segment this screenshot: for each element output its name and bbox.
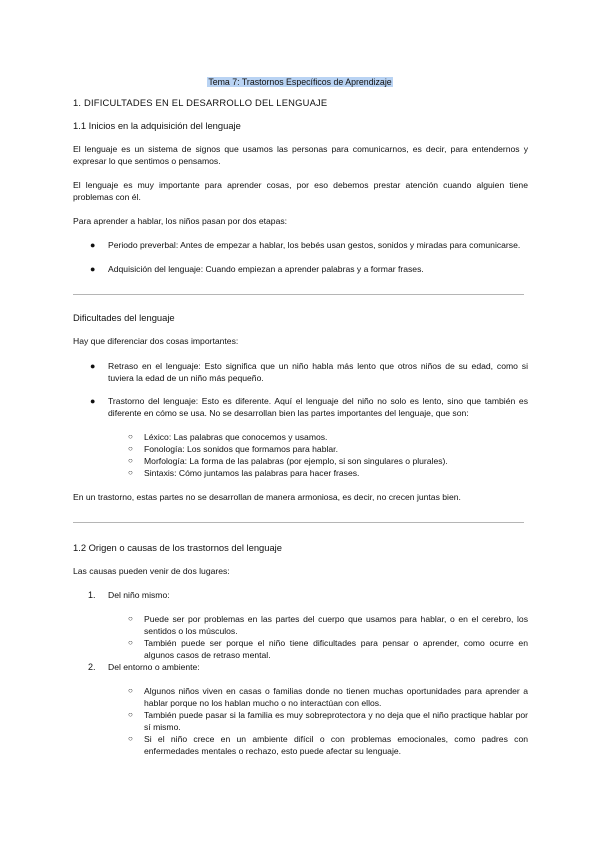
- sub-item-morfologia: Morfología: La forma de las palabras (por ejemplo, si son singulares o plurales).: [144, 456, 448, 466]
- horizontal-divider: [73, 294, 524, 295]
- paragraph-lenguaje-definicion: El lenguaje es un sistema de signos que usamos las personas para comunicarnos, es decir, para entendernos y expresar lo que sentimos o pensamos.: [73, 144, 528, 166]
- bullet-icon: ●: [90, 240, 96, 250]
- circle-bullet-icon: ○: [128, 710, 133, 719]
- sub-item-sobreproteccion: También puede pasar si la familia es muy sobreprotectora y no deja que el niño practique hablar por sí mismo.: [144, 710, 528, 732]
- list-item-periodo-preverbal: Periodo preverbal: Antes de empezar a hablar, los bebés usan gestos, sonidos y miradas para comunicarse.: [108, 240, 521, 250]
- sub-item-pocas-oportunidades: Algunos niños viven en casas o familias donde no tienen muchas oportunidades para aprender a hablar porque no los hablan mucho o no interactúan con ellos.: [144, 686, 528, 708]
- subsection-heading-1-1: 1.1 Inicios en la adquisición del lenguaje: [73, 120, 241, 131]
- list-item-adquisicion: Adquisición del lenguaje: Cuando empiezan a aprender palabras y a formar frases.: [108, 264, 424, 274]
- sub-item-fonologia: Fonología: Los sonidos que formamos para hablar.: [144, 444, 338, 454]
- circle-bullet-icon: ○: [128, 638, 133, 647]
- circle-bullet-icon: ○: [128, 432, 133, 441]
- sub-item-ambiente-dificil: Si el niño crece en un ambiente difícil o con problemas emocionales, como padres con enfermedades mentales o rechazo, esto puede afectar su lenguaje.: [144, 734, 528, 756]
- paragraph-etapas-intro: Para aprender a hablar, los niños pasan por dos etapas:: [73, 216, 288, 226]
- sub-item-lexico: Léxico: Las palabras que conocemos y usamos.: [144, 432, 328, 442]
- paragraph-trastorno-armonia: En un trastorno, estas partes no se desarrollan de manera armoniosa, es decir, no crecen juntas bien.: [73, 492, 461, 502]
- horizontal-divider: [73, 522, 524, 523]
- list-item-trastorno: Trastorno del lenguaje: Esto es diferente. Aquí el lenguaje del niño no solo es lento, sino que también es diferente en cómo se usa. No se desarrollan bien las partes importantes del lenguaje, que son:: [108, 396, 528, 418]
- list-item-retraso: Retraso en el lenguaje: Esto significa que un niño habla más lento que otros niños de su edad, como si tuviera la edad de un niño más pequeño.: [108, 361, 528, 383]
- subsection-heading-1-2: 1.2 Origen o causas de los trastornos del lenguaje: [73, 542, 282, 553]
- circle-bullet-icon: ○: [128, 468, 133, 477]
- section-heading-1: 1. DIFICULTADES EN EL DESARROLLO DEL LENGUAJE: [73, 97, 328, 108]
- bullet-icon: ●: [90, 361, 96, 371]
- sub-item-dificultades-pensar: También puede ser porque el niño tiene dificultades para pensar o aprender, como ocurre en algunos casos de retraso mental.: [144, 638, 528, 660]
- circle-bullet-icon: ○: [128, 614, 133, 623]
- circle-bullet-icon: ○: [128, 734, 133, 743]
- paragraph-lenguaje-importancia: El lenguaje es muy importante para aprender cosas, por eso debemos prestar atención cuando alguien tiene problemas con él.: [73, 180, 528, 202]
- circle-bullet-icon: ○: [128, 456, 133, 465]
- bullet-icon: ●: [90, 264, 96, 274]
- bullet-icon: ●: [90, 396, 96, 406]
- circle-bullet-icon: ○: [128, 444, 133, 453]
- circle-bullet-icon: ○: [128, 686, 133, 695]
- title-container: [0, 72, 600, 90]
- document-title: Tema 7: Trastornos Específicos de Aprendizaje: [208, 77, 392, 87]
- numbered-item-nino: Del niño mismo:: [108, 590, 170, 600]
- sub-item-problemas-cuerpo: Puede ser por problemas en las partes del cuerpo que usamos para hablar, o en el cerebro, los sentidos o los músculos.: [144, 614, 528, 636]
- list-number: 2.: [88, 662, 96, 672]
- paragraph-causas-intro: Las causas pueden venir de dos lugares:: [73, 566, 230, 576]
- difficulties-heading: Dificultades del lenguaje: [73, 312, 175, 323]
- list-number: 1.: [88, 590, 96, 600]
- sub-item-sintaxis: Sintaxis: Cómo juntamos las palabras para hacer frases.: [144, 468, 360, 478]
- paragraph-diferenciar: Hay que diferenciar dos cosas importantes:: [73, 336, 239, 346]
- numbered-item-entorno: Del entorno o ambiente:: [108, 662, 200, 672]
